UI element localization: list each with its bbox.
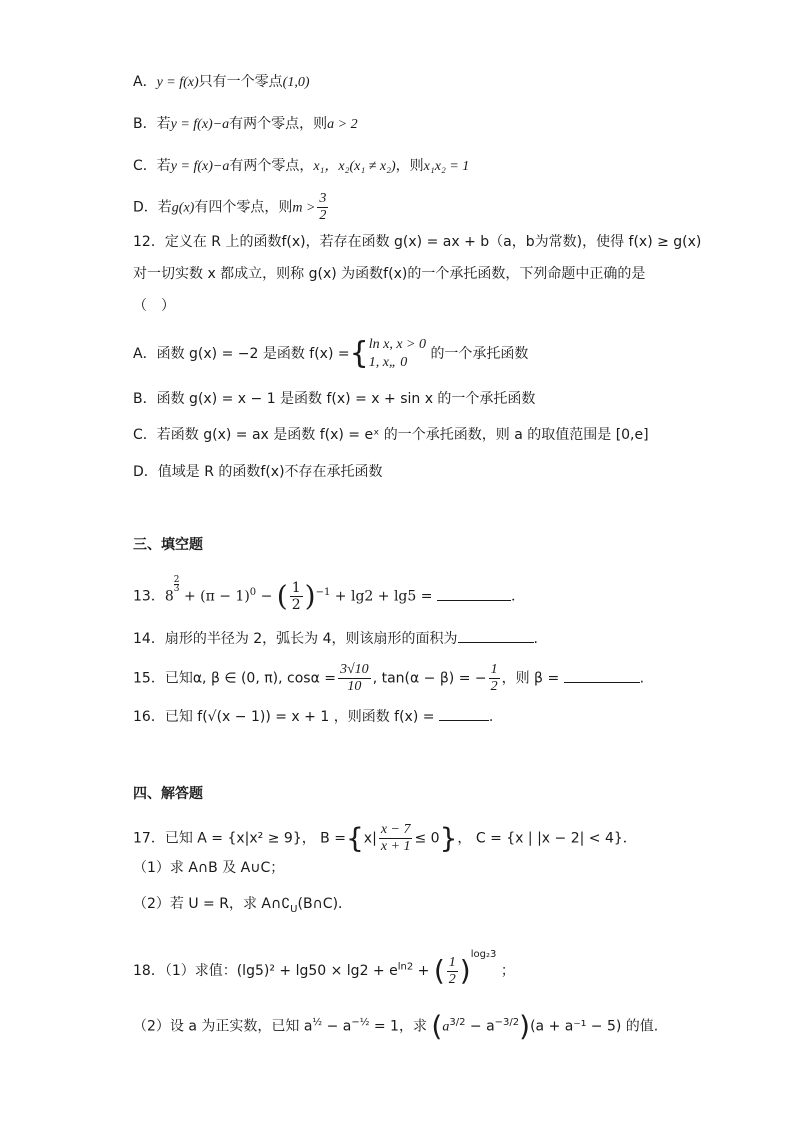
q17-part2: （2）若 U = R，求 $A\cap∁_U(B\cap C)$． bbox=[133, 896, 353, 915]
fraction-3-2: $\frac{3}{2}$ bbox=[319, 191, 327, 223]
q18-part1: 18．（1）求值：$(\lg 5)^2 + \lg 50 \times \lg 2 + e^{ln2}$ + ( $\frac{1}{2}$ )$^{log_23}$ ； bbox=[133, 949, 515, 987]
q13: 13．8 $^{\frac{2}{3}}$ + $(\pi - 1)^0$ − ( $\frac{1}{2}$ )$^{-1}$ + lg2 + lg5 = . bbox=[133, 575, 516, 613]
answer-blank-13[interactable] bbox=[437, 586, 511, 601]
answer-blank-14[interactable] bbox=[458, 628, 534, 643]
q12-option-c: C．若函数 g(x) = ax 是函数 f(x) = eˣ 的一个承托函数，则 a 的取值范围是 [0,e] bbox=[133, 427, 649, 443]
q11-option-d: D．若g(x)有四个零点，则m > $\frac{3}{2}$ bbox=[133, 191, 327, 223]
q12-option-d: D．值域是 R 的函数f(x)不存在承托函数 bbox=[133, 464, 383, 480]
answer-blank-16[interactable] bbox=[439, 706, 489, 721]
q12-option-a: A．函数 g(x) = −2 是函数 f(x) ={ ln x, x > 0 1, x„ 0 的一个承托函数 bbox=[133, 336, 529, 371]
q18-part2: （2）设 a 为正实数，已知 $a^{\frac{1}{2}} - a^{-\frac{1}{2}} = 1$，求 $(a^{3/2} - a^{-3/2})(a + a^{-1} - 5)$ 的值. bbox=[133, 1009, 659, 1043]
section-solution-heading: 四、解答题 bbox=[133, 786, 203, 802]
fraction-1-2: $\frac{1}{2}$ bbox=[490, 662, 498, 694]
q14: 14．扇形的半径为 2，弧长为 4，则该扇形的面积为 . bbox=[133, 628, 538, 649]
q12-stem-line2: 对一切实数 x 都成立，则称 g(x) 为函数f(x)的一个承托函数，下列命题中正确的是 bbox=[133, 266, 646, 282]
q16: 16．已知 f(√(x − 1)) = x + 1 ，则函数 f(x) = . bbox=[133, 706, 493, 727]
q11-option-c: C．若y = f(x)−a有两个零点，x₁，x₂(x₁ ≠ x₂)，则x₁x₂ = 1 bbox=[133, 158, 470, 174]
section-fill-in-heading: 三、填空题 bbox=[133, 537, 203, 553]
left-brace-icon: { bbox=[349, 336, 369, 371]
piecewise-cases: ln x, x > 0 1, x„ 0 bbox=[368, 337, 426, 370]
q17-stem: 17．已知 A = {x|x² ≥ 9}， B ={x| $\frac{x - 7}{x + 1}$ ≤ 0}， C = {x | |x − 2| < 4}． bbox=[133, 821, 637, 855]
q17-part1: （1）求 A∩B 及 A∪C； bbox=[133, 860, 285, 876]
q15: 15．已知α, β ∈ (0, π), cosα = $\frac{3√10}{10}$ , tan(α − β) = − $\frac{1}{2}$ ，则 β = . bbox=[133, 662, 645, 694]
q12-option-b: B．函数 g(x) = x − 1 是函数 f(x) = x + sin x 的一个承托函数 bbox=[133, 391, 536, 407]
q11-option-b: B．若y = f(x)−a有两个零点，则a > 2 bbox=[133, 116, 358, 132]
q12-stem-line1: 12．定义在 R 上的函数f(x)，若存在函数 g(x) = ax + b（a，b为常数)，使得 f(x) ≥ g(x) bbox=[133, 234, 702, 250]
q11-option-a: A．y = f(x)只有一个零点(1,0) bbox=[133, 74, 310, 90]
q12-answer-bracket: （ ） bbox=[133, 298, 175, 314]
fraction-3sqrt10-10: $\frac{3√10}{10}$ bbox=[340, 662, 369, 694]
answer-blank-15[interactable] bbox=[564, 668, 640, 683]
